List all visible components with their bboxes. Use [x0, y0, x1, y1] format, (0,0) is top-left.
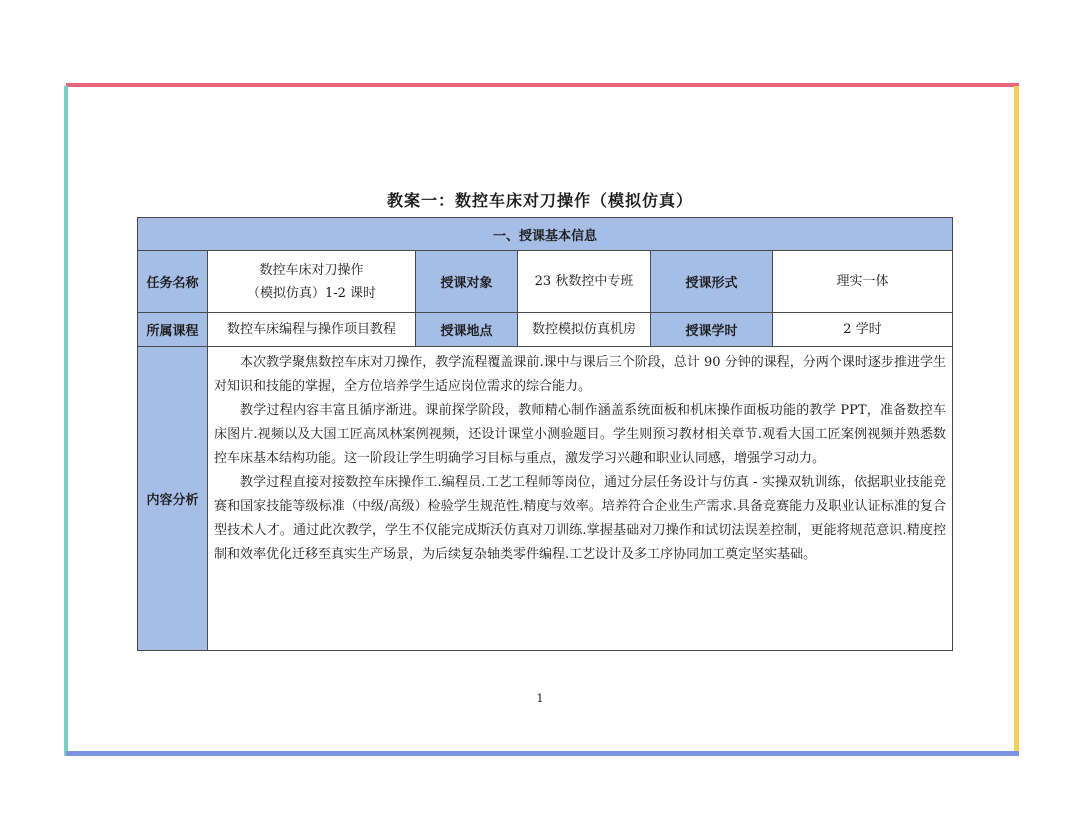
audience-value: 23 秋数控中专班	[518, 251, 651, 313]
lesson-info-table	[137, 217, 953, 651]
location-value: 数控模拟仿真机房	[518, 313, 651, 347]
course-value: 数控车床编程与操作项目教程	[208, 313, 416, 347]
section-header-row	[138, 218, 953, 251]
task-name-value	[208, 251, 416, 313]
task-name-label: 任务名称	[138, 251, 208, 313]
hours-value: 2 学时	[773, 313, 953, 347]
frame-top-border	[66, 83, 1019, 87]
analysis-content	[208, 347, 953, 651]
frame-left-border	[64, 86, 68, 756]
form-value: 理实一体	[773, 251, 953, 313]
page-number: 1	[536, 692, 544, 705]
analysis-paragraph-2: 教学过程内容丰富且循序渐进。课前探学阶段，教师精心制作涵盖系统面板和机床操作面板功能的教学 PPT，准备数控车床图片.视频以及大国工匠高凤林案例视频，还设计课堂小测验题目。学生则预习教材相关章节.观看大国工匠案例视频并熟悉数控车床基本结构功能。这一阶段让学生明确学习目标与重点，激发学习兴趣和职业认同感，增强学习动力。	[214, 403, 947, 466]
table-row	[138, 251, 953, 313]
analysis-label: 内容分析	[138, 347, 208, 651]
frame-bottom-border	[66, 751, 1019, 756]
table-row	[138, 347, 953, 651]
hours-label: 授课学时	[651, 313, 773, 347]
location-label: 授课地点	[416, 313, 518, 347]
table-row	[138, 313, 953, 347]
analysis-paragraph-3: 教学过程直接对接数控车床操作工.编程员.工艺工程师等岗位，通过分层任务设计与仿真 - 实操双轨训练，依据职业技能竞赛和国家技能等级标准（中级/高级）检验学生规范性.精度与效率。培养符合企业生产需求.具备竞赛能力及职业认证标准的复合型技术人才。通过此次教学，学生不仅能完成斯沃仿真对刀训练.掌握基础对刀操作和试切法误差控制，更能将规范意识.精度控制和效率优化迁移至真实生产场景，为后续复杂轴类零件编程.工艺设计及多工序协同加工奠定坚实基础。	[214, 475, 947, 562]
analysis-paragraph-1: 本次教学聚焦数控车床对刀操作，教学流程覆盖课前.课中与课后三个阶段，总计 90 分钟的课程，分两个课时逐步推进学生对知识和技能的掌握，全方位培养学生适应岗位需求的综合能力。	[214, 355, 947, 394]
form-label: 授课形式	[651, 251, 773, 313]
task-name-line2: （模拟仿真）1-2 课时	[246, 285, 377, 301]
audience-label: 授课对象	[416, 251, 518, 313]
task-name-line1: 数控车床对刀操作	[259, 262, 364, 278]
course-label: 所属课程	[138, 313, 208, 347]
section-title: 一、授课基本信息	[138, 218, 953, 251]
frame-right-border	[1014, 86, 1019, 756]
document-title: 教案一：数控车床对刀操作（模拟仿真）	[386, 191, 693, 210]
